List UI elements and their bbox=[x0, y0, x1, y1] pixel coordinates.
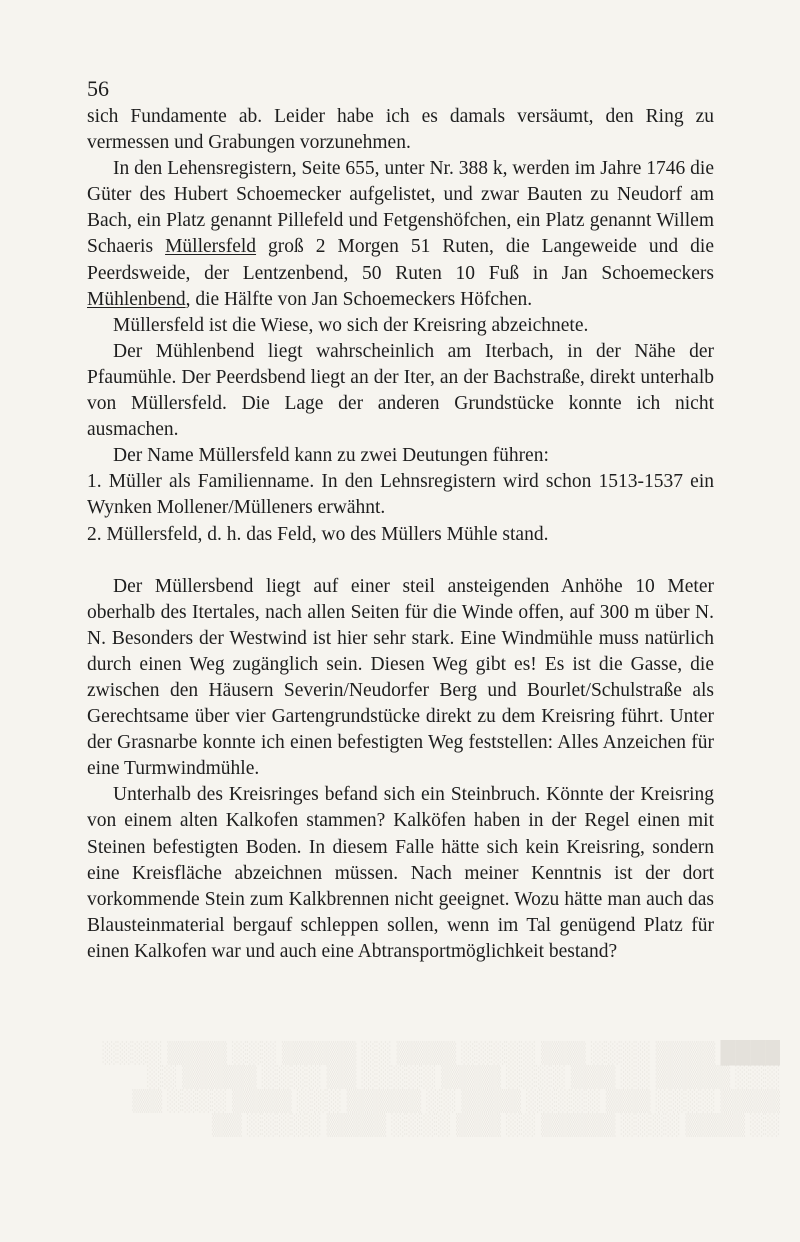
list-item: 2. Müllersfeld, d. h. das Feld, wo des Müllers Mühle stand. bbox=[87, 523, 549, 545]
list-item: 1. Müller als Familienname. In den Lehnsregistern wird schon 1513-1537 ein Wynken Mollener/Mülleners erwähnt. bbox=[87, 471, 714, 519]
paragraph-gap bbox=[87, 548, 714, 574]
paragraph: Unterhalb des Kreisringes befand sich ein Steinbruch. Könnte der Kreisring von einem alten Kalkofen stammen? Kalköfen haben in der Regel einen mit Steinen befestigten Boden. In diesem Falle hätte sich kein Kreisring, sondern eine Kreisfläche abzeichnen müssen. Nach meiner Kenntnis ist der dort vorkommende Stein zum Kalkbrennen nicht geeignet. Wozu hätte man auch das Blausteinmaterial bergauf schleppen sollen, wenn im Tal genügend Platz für einen Kalkofen war und auch eine Abtransportmöglichkeit bestand? bbox=[87, 784, 714, 962]
paragraph: sich Fundamente ab. Leider habe ich es damals versäumt, den Ring zu vermessen und Grabungen vorzunehmen. bbox=[87, 106, 714, 154]
paragraph: Der Müllersbend liegt auf einer steil ansteigenden Anhöhe 10 Meter oberhalb des Itertales, nach allen Seiten für die Winde offen, auf 300 m über N. N. Besonders der Westwind ist hier sehr stark. Eine Windmühle muss natürlich durch einen Weg zugänglich sein. Diesen Weg gibt es! Es ist die Gasse, die zwischen den Häusern Severin/Neudorfer Berg und Bourlet/Schulstraße als Gerechtsame über vier Gartengrundstücke direkt zu dem Kreisring führt. Unter der Grasnarbe konnte ich einen befestigten Weg feststellen: Alles Anzeichen für eine Turmwindmühle. bbox=[87, 575, 714, 780]
body-text bbox=[87, 104, 714, 965]
underlined-term: Müllersfeld bbox=[165, 236, 257, 258]
paragraph: Der Name Müllersfeld kann zu zwei Deutungen führen: bbox=[113, 445, 549, 467]
paragraph-lehensregister bbox=[87, 156, 714, 313]
paragraph: Der Mühlenbend liegt wahrscheinlich am Iterbach, in der Nähe der Pfaumühle. Der Peerdsbend liegt an der Iter, an der Bachstraße, direkt unterhalb von Müllersfeld. Die Lage der anderen Grundstücke konnte ich nicht ausmachen. bbox=[87, 340, 714, 441]
text-run: groß 2 Morgen 51 Ruten, die Langeweide und die Peerdsweide, der Lentzenbend, 50 Ruten 10 Fuß in Jan Schoemeckers bbox=[87, 236, 715, 284]
underlined-term: Mühlenbend bbox=[87, 288, 186, 310]
show-through-text: ████ ▒▒▒▒ ░░░░ ▒▒▒ ░░░░░ ▒▒▒▒ ░░ ▒▒▒▒▒ ░░░ ▒▒▒▒ ░░░░ ░░░ ▒▒▒▒▒ ░░ ▒▒▒ ░░░░ ▒▒▒▒ ░░░░░ ▒▒ ░░░░ ▒▒▒▒▒ ░░ ▒▒▒▒ ░░░░ ▒▒▒ ░░░░░ ▒▒▒▒ ░░ ▒▒▒▒▒ ░░░ ▒▒▒▒ ░░░░ ▒▒ ░░ ▒▒▒▒ ░░░░ ▒▒▒▒▒ ░░ ▒▒▒ ░░░░ ▒▒▒▒ ░░░░░ ▒▒ bbox=[102, 1040, 780, 1136]
text-run: , die Hälfte von Jan Schoemeckers Höfchen. bbox=[185, 288, 533, 310]
text-run: In den Lehensregistern, Seite 655, unter Nr. 388 k, werden im Jahre 1746 die Güter des Hubert Schoemecker aufgelistet, und zwar Bauten zu Neudorf am Bach, ein Platz genannt Pillefeld und Fetgenshöfchen, ein Platz genannt Willem Schaeris bbox=[87, 158, 714, 258]
page-number: 56 bbox=[87, 76, 109, 101]
paragraph: Müllersfeld ist die Wiese, wo sich der Kreisring abzeichnete. bbox=[113, 314, 589, 336]
